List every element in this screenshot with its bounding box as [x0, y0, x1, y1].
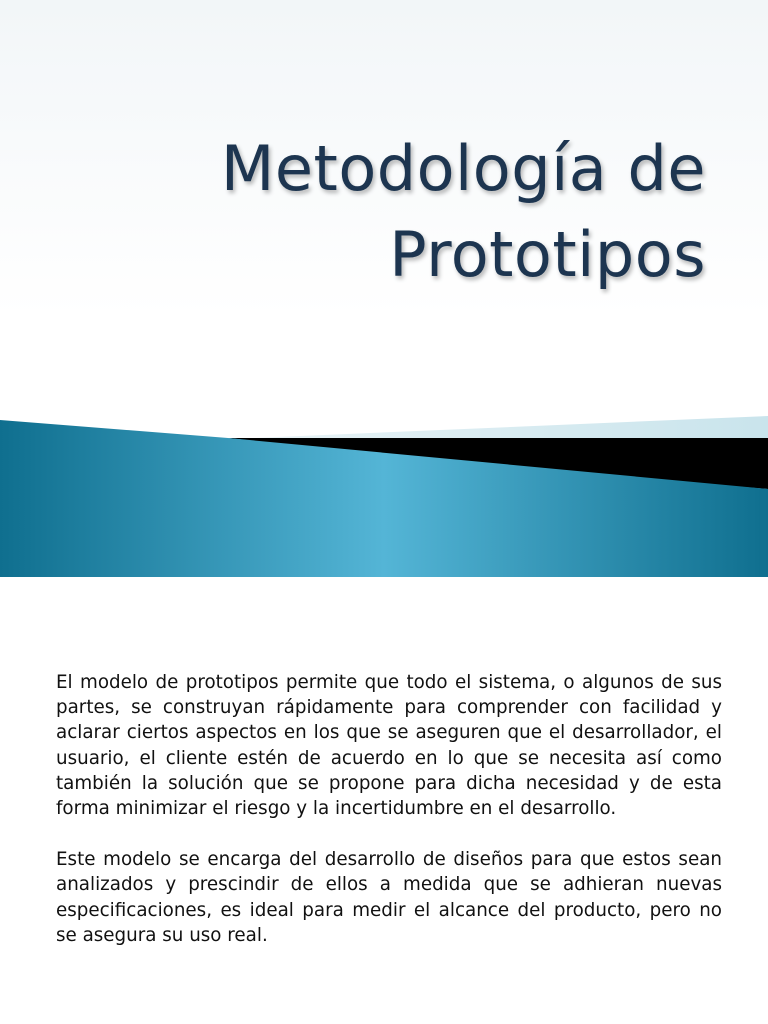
title-line-2: Prototipos: [389, 218, 706, 291]
title-line-1: Metodología de: [220, 132, 706, 205]
band-light-stripe: [230, 416, 768, 441]
paragraph-2: Este modelo se encarga del desarrollo de diseños para que estos sean analizados y prescindir de ellos a medida que se adhieran nuevas especificaciones, es ideal para medir el alcance del producto, pero no se asegura su uso real.: [56, 849, 722, 946]
decorative-band: [0, 405, 768, 577]
paragraph-1: El modelo de prototipos permite que todo el sistema, o algunos de sus partes, se construyan rápidamente para comprender con facilidad y aclarar ciertos aspectos en los que se aseguren que el desarrollador, el usuario, el cliente estén de acuerdo en lo que se necesita así como también la solución que se propone para dicha necesidad y de esta forma minimizar el riesgo y la incertidumbre en el desarrollo.: [56, 672, 722, 820]
slide-title: [221, 126, 706, 298]
body-text: [56, 670, 722, 974]
